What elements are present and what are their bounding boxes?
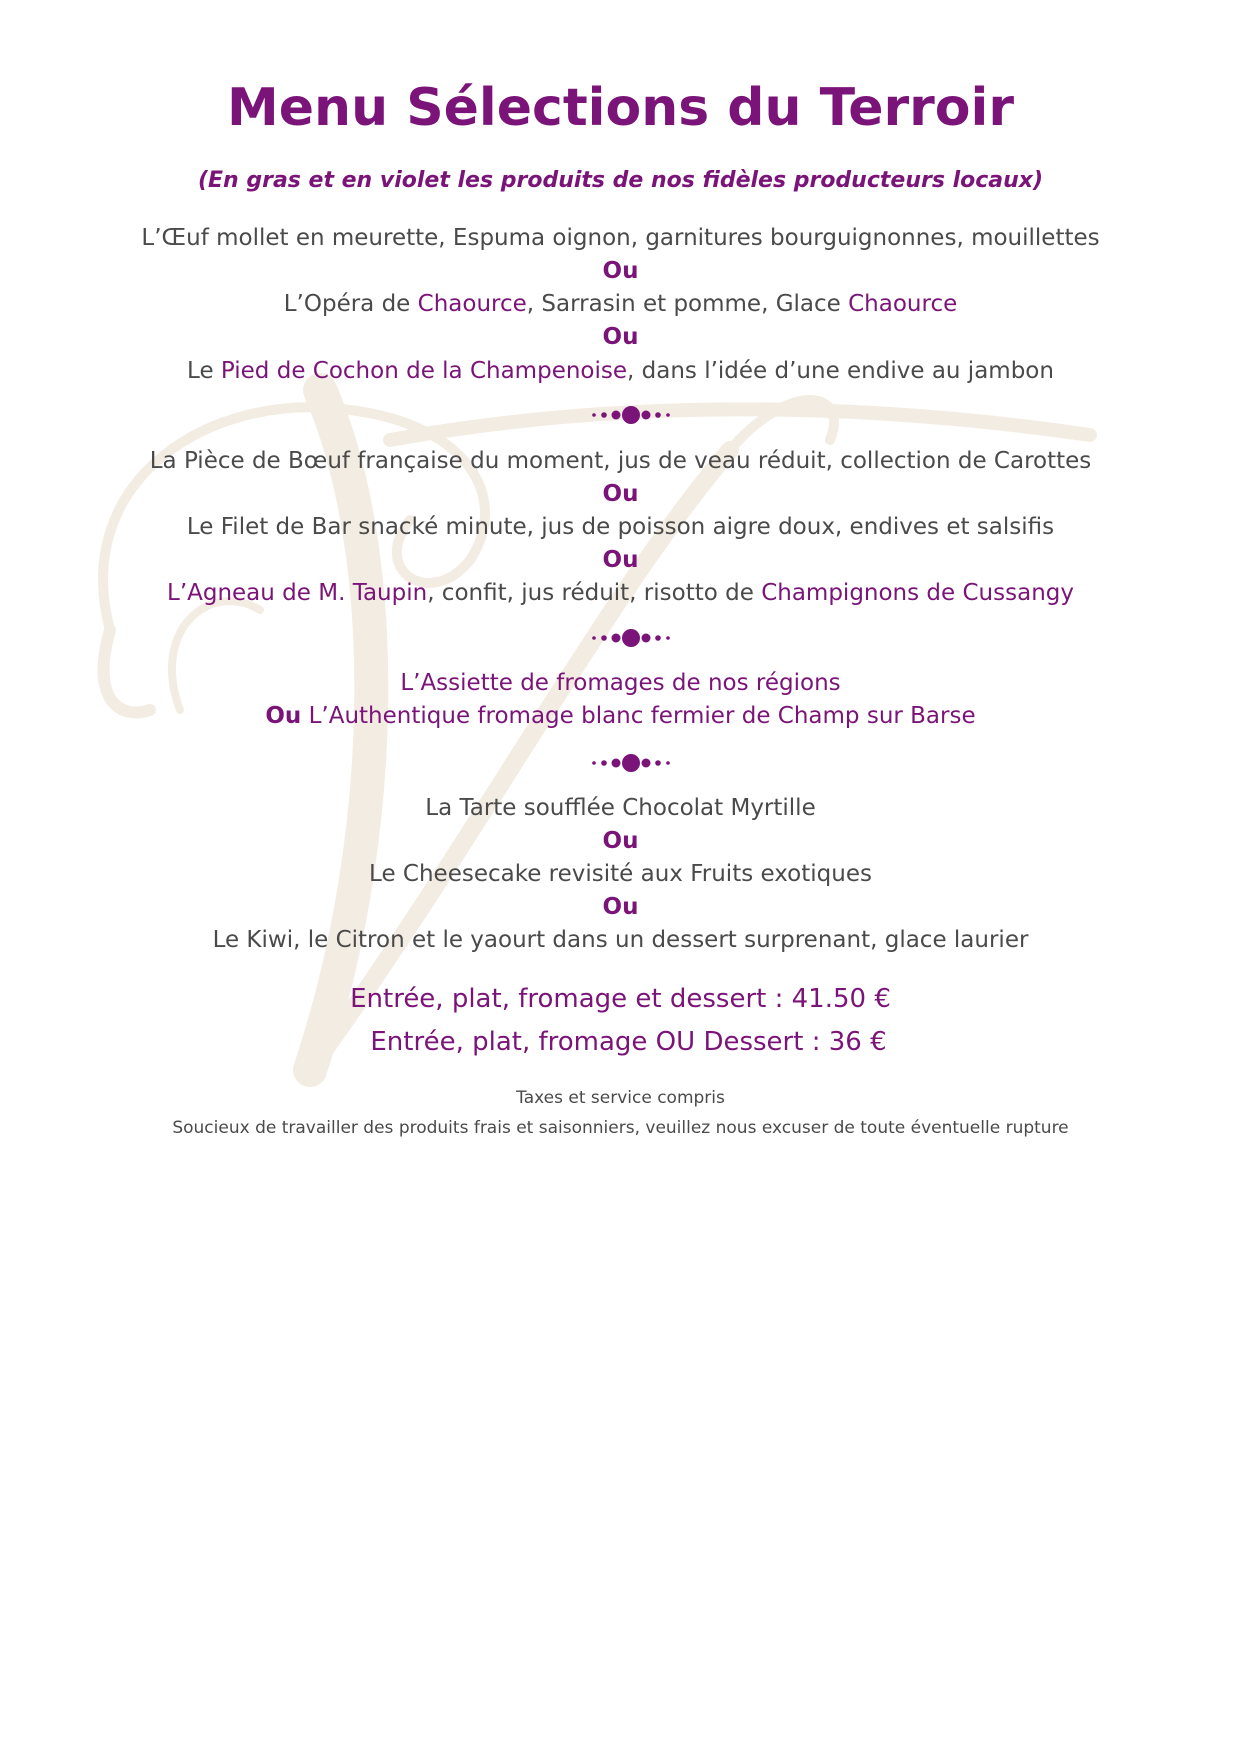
price-reduced: Entrée, plat, fromage OU Dessert : 36 € <box>370 1027 887 1057</box>
page-title: Menu Sélections du Terroir <box>227 78 1014 138</box>
page-subtitle: (En gras et en violet les produits de nos fidèles producteurs locaux) <box>197 168 1044 193</box>
producer-taupin: L’Agneau de M. Taupin <box>167 580 428 606</box>
dessert-cheesecake: Le Cheesecake revisité aux Fruits exotiques <box>369 861 872 887</box>
or-label: Ou <box>602 258 639 284</box>
fromage-blanc <box>0 701 1241 731</box>
entree-pied-text: Le <box>187 358 221 384</box>
or-label: Ou <box>602 894 639 920</box>
plat-agneau-text: , confit, jus réduit, risotto de <box>427 580 762 606</box>
dessert-kiwi: Le Kiwi, le Citron et le yaourt dans un dessert surprenant, glace laurier <box>212 927 1029 953</box>
dessert-tarte: La Tarte soufflée Chocolat Myrtille <box>425 795 816 821</box>
separator-ornament <box>590 751 672 775</box>
entree-oeuf: L’Œuf mollet en meurette, Espuma oignon, garnitures bourguignonnes, mouillettes <box>141 225 1100 251</box>
producer-cussangy: Champignons de Cussangy <box>761 580 1074 606</box>
or-label: Ou <box>602 481 639 507</box>
or-label: Ou <box>602 828 639 854</box>
fromage-blanc-text: L’Authentique fromage blanc fermier de Champ sur Barse <box>301 703 976 729</box>
plat-agneau <box>0 578 1241 608</box>
note-taxes: Taxes et service compris <box>516 1088 725 1108</box>
separator-ornament <box>590 626 672 650</box>
plat-bar: Le Filet de Bar snacké minute, jus de poisson aigre doux, endives et salsifis <box>186 514 1055 540</box>
plat-boeuf: La Pièce de Bœuf française du moment, jus de veau réduit, collection de Carottes <box>149 448 1092 474</box>
note-rupture: Soucieux de travailler des produits frais et saisonniers, veuillez nous excuser de toute éventuelle rupture <box>172 1118 1069 1138</box>
producer-champenoise: Pied de Cochon de la Champenoise <box>220 358 628 384</box>
or-label: Ou <box>265 703 302 729</box>
producer-chaource: Chaource <box>417 291 527 317</box>
or-label: Ou <box>602 547 639 573</box>
entree-pied-text: , dans l’idée d’une endive au jambon <box>627 358 1054 384</box>
entree-pied-cochon <box>0 356 1241 386</box>
fromage-assiette: L’Assiette de fromages de nos régions <box>400 670 841 696</box>
or-label: Ou <box>602 324 639 350</box>
entree-opera-text: L’Opéra de <box>283 291 418 317</box>
price-full: Entrée, plat, fromage et dessert : 41.50 € <box>350 984 891 1014</box>
entree-opera-text: , Sarrasin et pomme, Glace <box>526 291 849 317</box>
separator-ornament <box>590 403 672 427</box>
entree-opera <box>0 289 1241 319</box>
producer-chaource: Chaource <box>848 291 958 317</box>
